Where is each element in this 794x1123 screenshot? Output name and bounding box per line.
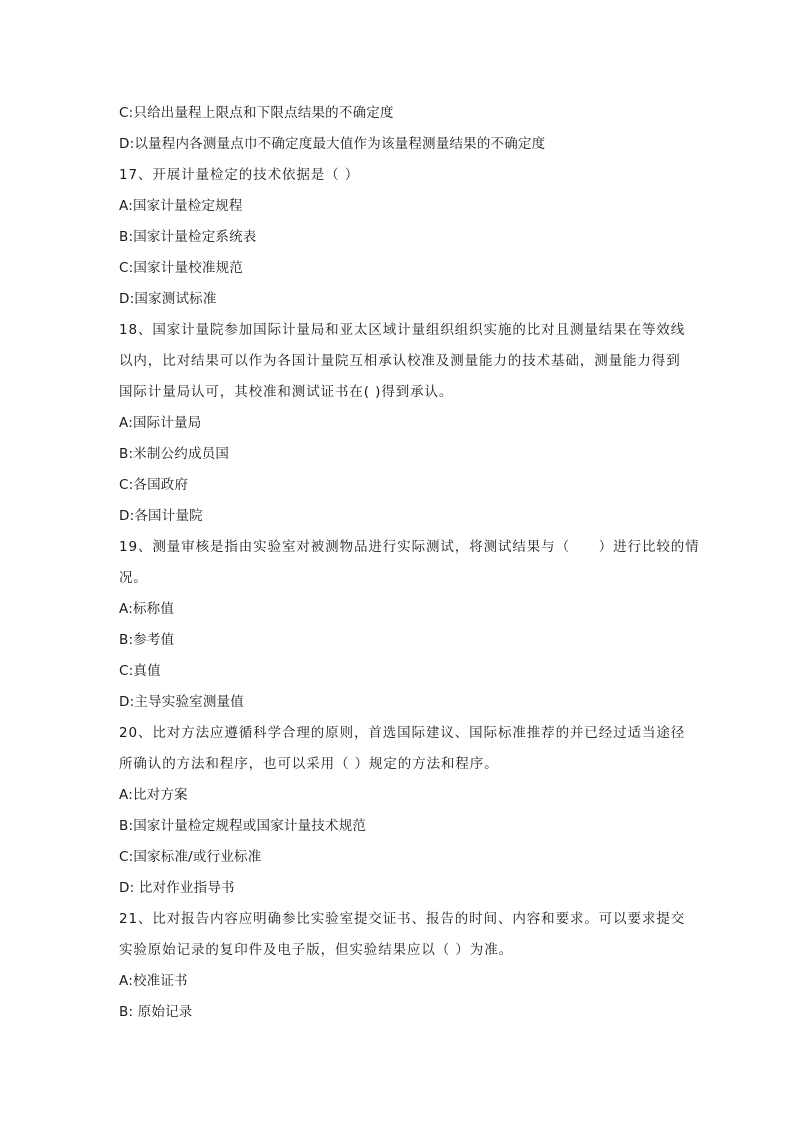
question-18-option-b: B:米制公约成员国 xyxy=(119,446,230,462)
question-19-option-a: A:标称值 xyxy=(119,601,175,617)
question-17-option-c: C:国家计量校准规范 xyxy=(119,260,243,276)
question-17-option-b: B:国家计量检定系统表 xyxy=(119,229,257,245)
question-19-option-d: D:主导实验室测量值 xyxy=(119,694,244,710)
question-17-option-d: D:国家测试标准 xyxy=(119,291,217,307)
question-19-option-c: C:真值 xyxy=(119,663,161,679)
question-18-text-line-1: 18、国家计量院参加国际计量局和亚太区域计量组织组织实施的比对且测量结果在等效线 xyxy=(119,322,686,338)
question-18-option-c: C:各国政府 xyxy=(119,477,189,493)
question-19-option-b: B:参考值 xyxy=(119,632,175,648)
question-21-text-line-1: 21、比对报告内容应明确参比实验室提交证书、报告的时间、内容和要求。可以要求提交 xyxy=(119,911,686,927)
question-20-option-b: B:国家计量检定规程或国家计量技术规范 xyxy=(119,818,367,834)
question-21-option-a: A:校准证书 xyxy=(119,973,188,989)
document-body xyxy=(119,98,700,1028)
question-19-text-line-2: 况。 xyxy=(119,570,148,586)
question-17-option-a: A:国家计量检定规程 xyxy=(119,198,243,214)
question-18-text-line-2: 以内，比对结果可以作为各国计量院互相承认校准及测量能力的技术基础，测量能力得到 xyxy=(119,353,681,369)
question-20-text-line-1: 20、比对方法应遵循科学合理的原则，首选国际建议、国际标准推荐的并已经过适当途径 xyxy=(119,725,686,741)
question-20-text-line-2: 所确认的方法和程序，也可以采用（ ）规定的方法和程序。 xyxy=(119,756,499,772)
question-18-option-d: D:各国计量院 xyxy=(119,508,203,524)
question-20-option-a: A:比对方案 xyxy=(119,787,188,803)
question-21-option-b: B: 原始记录 xyxy=(119,1004,193,1020)
option-line: C:只给出量程上限点和下限点结果的不确定度 xyxy=(119,105,394,121)
question-17-text: 17、开展计量检定的技术依据是（ ） xyxy=(119,167,360,183)
question-21-text-line-2: 实验原始记录的复印件及电子版，但实验结果应以（ ）为准。 xyxy=(119,942,513,958)
question-18-text-line-3: 国际计量局认可，其校准和测试证书在( )得到承认。 xyxy=(119,384,454,400)
question-20-option-c: C:国家标准/或行业标准 xyxy=(119,849,262,865)
question-20-option-d: D: 比对作业指导书 xyxy=(119,880,235,896)
question-18-option-a: A:国际计量局 xyxy=(119,415,202,431)
option-line: D:以量程内各测量点巾不确定度最大值作为该量程测量结果的不确定度 xyxy=(119,136,546,152)
question-19-text-line-1: 19、测量审核是指由实验室对被测物品进行实际测试，将测试结果与（ ）进行比较的情 xyxy=(119,539,700,555)
